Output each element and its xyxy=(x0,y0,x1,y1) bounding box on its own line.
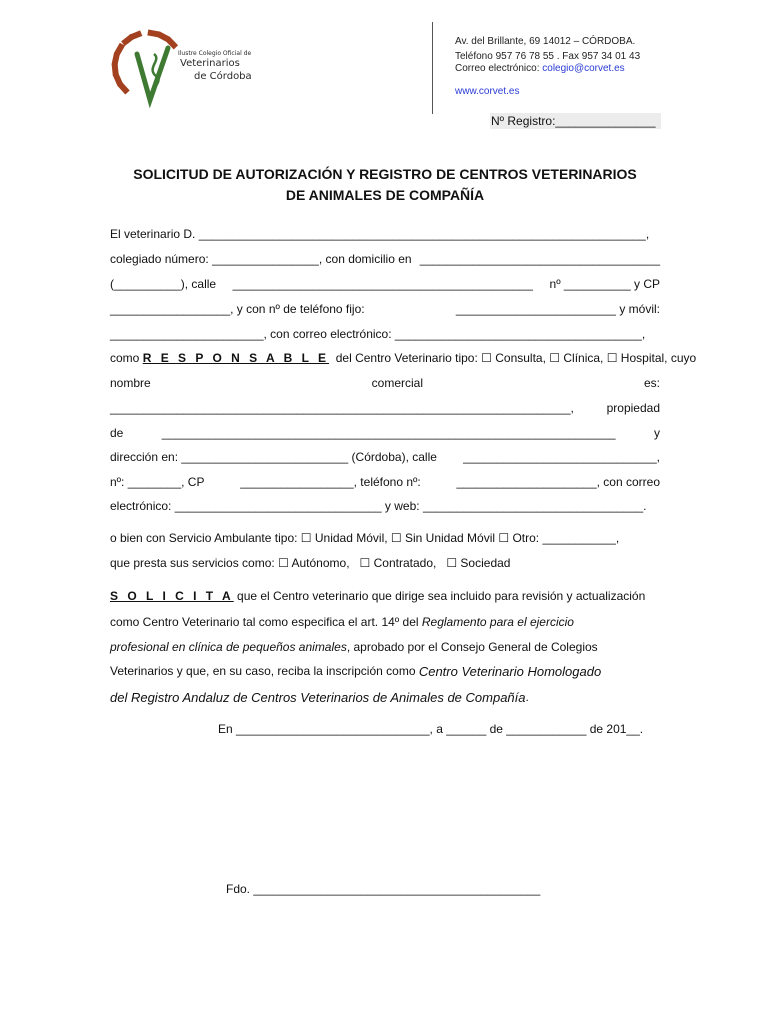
nombre-label: nombre xyxy=(110,376,151,390)
email-line xyxy=(455,63,625,74)
address-text: Av. del Brillante, 69 14012 – CÓRDOBA. xyxy=(455,36,636,47)
locality-field[interactable]: (__________), calle xyxy=(110,277,217,291)
email-label: Correo electrónico: xyxy=(455,63,543,74)
email-link[interactable]: colegio@corvet.es xyxy=(542,63,625,74)
form-line-email xyxy=(110,327,660,341)
email-field[interactable]: _______________________, con correo electrónico: _____________________________________, xyxy=(110,327,646,341)
request-line-1 xyxy=(110,589,660,603)
form-line-owner xyxy=(110,426,660,440)
ambulant-service-options[interactable]: o bien con Servicio Ambulante tipo: ☐ Unidad Móvil, ☐ Sin Unidad Móvil ☐ Otro: ___________, xyxy=(110,531,620,545)
form-line-street xyxy=(110,277,660,291)
veterinarian-name-field[interactable]: El veterinario D. ___________________________________________________________________, xyxy=(110,227,650,241)
document-title-line-1: SOLICITUD DE AUTORIZACIÓN Y REGISTRO DE CENTROS VETERINARIOS xyxy=(133,166,637,182)
request-line-4 xyxy=(110,664,660,679)
request-line-5 xyxy=(110,690,660,705)
form-line-center-email-web xyxy=(110,499,660,513)
center-type-options[interactable]: del Centro Veterinario tipo: ☐ Consulta, ☐ Clínica, ☐ Hospital, cuyo xyxy=(329,351,697,365)
regulation-title-part-1: Reglamento para el ejercicio xyxy=(421,615,574,629)
form-line-commercial-name xyxy=(110,376,660,390)
center-email-prefix[interactable]: _____________________, con correo xyxy=(456,475,660,489)
place-date-field[interactable]: En _____________________________, a ______ de ____________ de 201__. xyxy=(218,722,644,736)
logo-emblem-icon xyxy=(110,24,180,110)
owner-field[interactable]: ____________________________________________________________________ xyxy=(161,426,616,440)
request-text-2: como Centro Veterinario tal como especifica el art. 14º del xyxy=(110,615,422,629)
website-link[interactable]: www.corvet.es xyxy=(455,86,520,97)
colegiado-field[interactable]: colegiado número: ________________, con domicilio en xyxy=(110,252,412,266)
request-text-3: , aprobado por el Consejo General de Colegios xyxy=(346,640,598,654)
form-line-responsable xyxy=(110,351,697,365)
responsable-label: R E S P O N S A B L E xyxy=(142,351,330,365)
center-address-field[interactable]: dirección en: _________________________ (Córdoba), calle xyxy=(110,450,437,464)
request-text-4: Veterinarios y que, en su caso, reciba la inscripción como xyxy=(110,664,419,678)
number-cp-field[interactable]: nº __________ y CP xyxy=(549,277,660,291)
college-logo xyxy=(110,24,280,110)
request-line-2 xyxy=(110,615,660,629)
center-number-field[interactable]: nº: ________, CP xyxy=(110,475,205,489)
landline-field[interactable]: __________________, y con nº de teléfono fijo: xyxy=(110,302,365,316)
commercial-name-field[interactable]: _____________________________________________________________________, xyxy=(110,401,574,415)
form-line-address xyxy=(110,450,660,464)
homologated-center-text: Centro Veterinario Homologado xyxy=(418,664,602,679)
mobile-field[interactable]: ________________________ y móvil: xyxy=(455,302,660,316)
es-label: es: xyxy=(643,376,660,390)
street-field[interactable]: _____________________________________________ xyxy=(232,277,533,291)
registration-number-field[interactable]: Nº Registro:_______________ xyxy=(490,113,661,129)
como-label: como xyxy=(110,351,140,365)
form-line-center-contact xyxy=(110,475,660,489)
center-phone-field[interactable]: _________________, teléfono nº: xyxy=(240,475,421,489)
logo-line-1: Ilustre Colegio Oficial de xyxy=(178,50,252,57)
header-divider xyxy=(432,22,433,114)
request-end-period: . xyxy=(525,690,529,704)
propiedad-label: propiedad xyxy=(606,401,660,415)
request-line-3 xyxy=(110,640,660,654)
y-label: y xyxy=(654,426,660,440)
phone-text: Teléfono 957 76 78 55 . Fax 957 34 01 43 xyxy=(455,51,641,62)
comercial-label: comercial xyxy=(371,376,424,390)
solicita-label: S O L I C I T A xyxy=(110,589,234,603)
registry-name-text: del Registro Andaluz de Centros Veterinarios de Animales de Compañía xyxy=(110,690,526,705)
form-line-colegiado xyxy=(110,252,660,266)
document-title-line-2: DE ANIMALES DE COMPAÑÍA xyxy=(285,187,485,203)
form-line-commercial-field xyxy=(110,401,660,415)
logo-brick xyxy=(129,30,142,40)
form-line-phone xyxy=(110,302,660,316)
signature-field[interactable]: Fdo. ___________________________________________ xyxy=(226,882,541,896)
form-line-veterinarian xyxy=(110,227,660,241)
service-type-options[interactable]: que presta sus servicios como: ☐ Autónomo, ☐ Contratado, ☐ Sociedad xyxy=(110,556,511,570)
logo-line-3: de Córdoba xyxy=(194,71,252,82)
center-street-field[interactable]: _____________________________, xyxy=(463,450,660,464)
form-line-ambulante xyxy=(110,531,660,545)
domicilio-field[interactable]: ____________________________________ xyxy=(419,252,660,266)
center-email-web-field[interactable]: electrónico: _______________________________ y web: _________________________________. xyxy=(110,499,647,513)
request-text-1: que el Centro veterinario que dirige sea incluido para revisión y actualización xyxy=(233,589,646,603)
logo-line-2: Veterinarios xyxy=(180,58,240,69)
form-line-service-type xyxy=(110,556,660,570)
de-label: de xyxy=(110,426,124,440)
regulation-title-part-2: profesional en clínica de pequeños animales xyxy=(110,640,347,654)
